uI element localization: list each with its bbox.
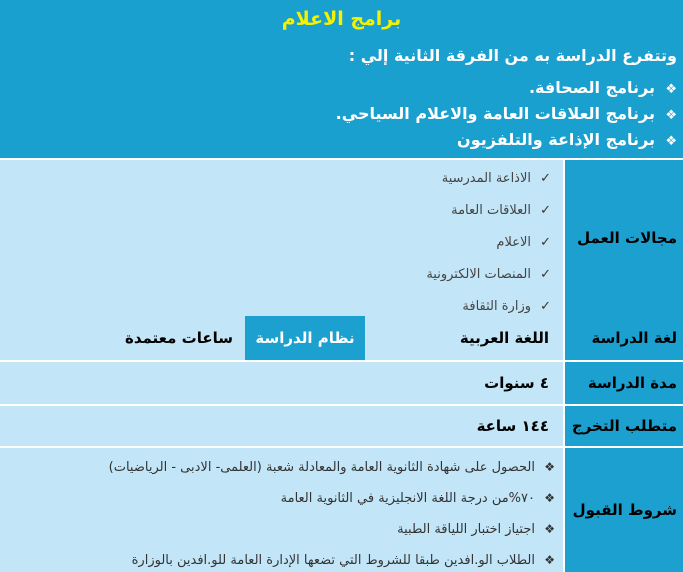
list-item: ❖الطلاب الو.افدين طبقا للشروط التي تضعها الإدارة العامة للو.افدين بالوزارة [109,547,555,572]
list-item: ❖برنامج الإذاعة والتلفزيون [336,128,677,154]
language-value: اللغة العربية [459,329,549,347]
language-content [0,316,563,360]
duration-label: مدة الدراسة [565,362,683,404]
check-icon: ✓ [540,267,551,282]
check-icon: ✓ [540,235,551,250]
diamond-bullet-icon: ❖ [665,82,677,97]
list-item: ✓وزارة الثقافة [426,294,551,326]
list-item: ✓العلاقات العامة [426,198,551,230]
diamond-bullet-icon: ❖ [544,522,555,536]
diamond-bullet-icon: ❖ [665,108,677,123]
admission-list [109,454,555,572]
list-item: ✓المنصات الالكترونية [426,262,551,294]
diamond-bullet-icon: ❖ [544,553,555,567]
language-label: لغة الدراسة [565,316,683,360]
diamond-bullet-icon: ❖ [544,491,555,505]
diamond-bullet-icon: ❖ [544,460,555,474]
duration-content [0,362,563,404]
study-system-value: ساعات معتمدة [124,329,233,347]
work-fields-row [0,158,683,316]
list-item: ❖٧٠%من درجة اللغة الانجليزية في الثانوية العامة [109,485,555,516]
list-item: ✓الاعلام [426,230,551,262]
work-fields-content [0,160,563,316]
work-fields-list [426,166,551,326]
programs-list [336,76,677,154]
page-title: برامج الاعلام [281,8,402,30]
list-item: ❖برنامج العلاقات العامة والاعلام السياحي. [336,102,677,128]
check-icon: ✓ [540,171,551,186]
list-item: ❖اجتياز اختبار اللياقة الطبية [109,516,555,547]
list-item: ✓الاذاعة المدرسية [426,166,551,198]
duration-row [0,362,683,404]
admission-content [0,448,563,572]
list-item: ❖برنامج الصحافة. [336,76,677,102]
graduation-label: متطلب التخرج [565,406,683,446]
graduation-content [0,406,563,446]
intro-text: وتتفرع الدراسة به من الفرقة الثانية إلي : [348,46,677,65]
study-system-label: نظام الدراسة [245,316,365,360]
graduation-row [0,406,683,446]
admission-label: شروط القبول [565,448,683,572]
header-block [0,0,683,158]
language-row [0,316,683,360]
work-fields-label: مجالات العمل [565,160,683,316]
check-icon: ✓ [540,203,551,218]
graduation-value: ١٤٤ ساعة [476,417,549,435]
diamond-bullet-icon: ❖ [665,134,677,149]
duration-value: ٤ سنوات [484,374,549,392]
check-icon: ✓ [540,299,551,314]
admission-row [0,448,683,572]
list-item: ❖الحصول على شهادة الثانوية العامة والمعادلة شعبة (العلمى- الادبى - الرياضيات) [109,454,555,485]
